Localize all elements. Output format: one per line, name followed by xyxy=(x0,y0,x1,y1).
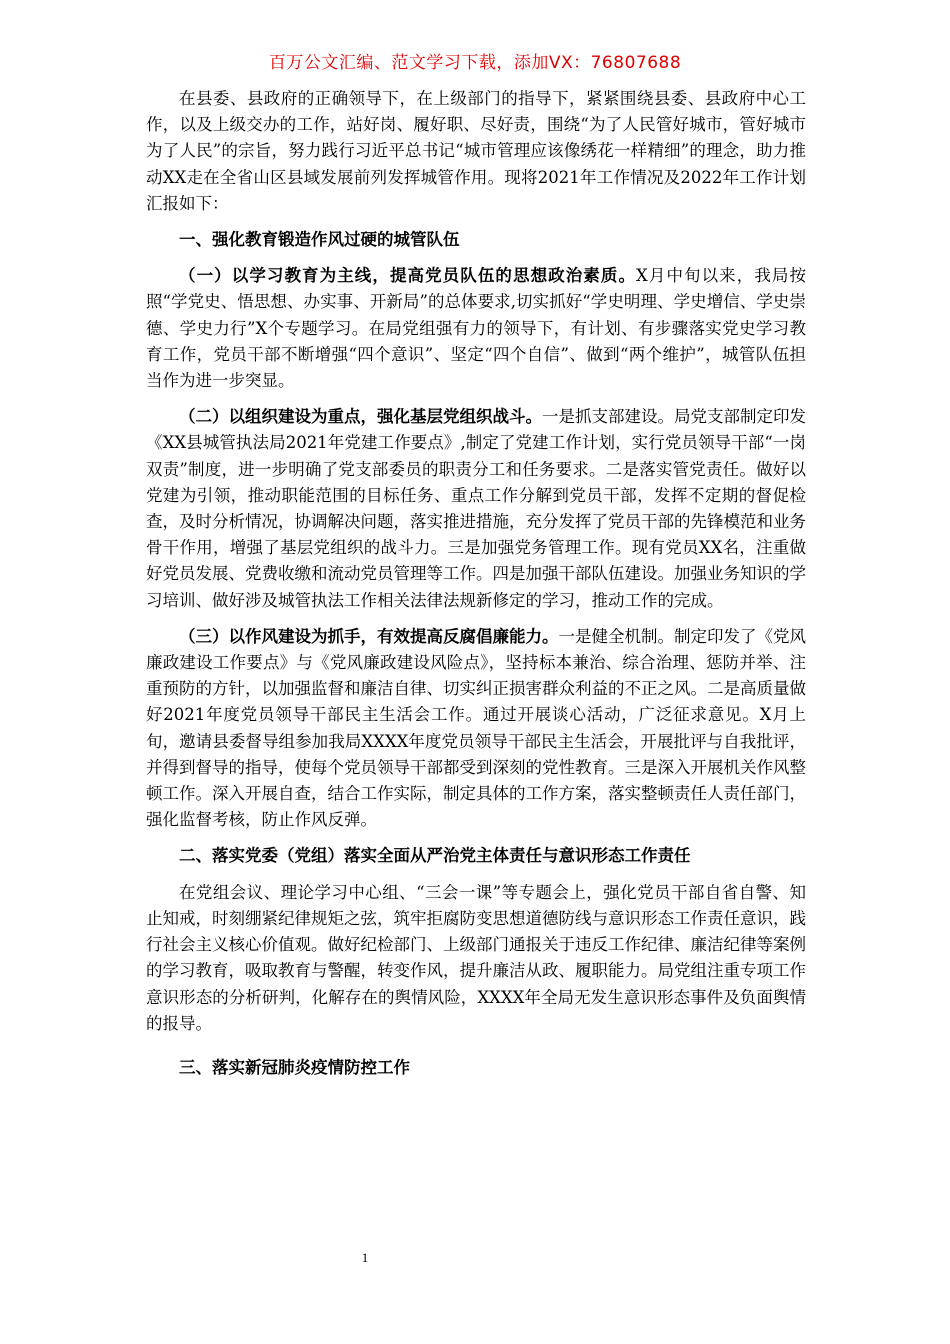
section-3-heading: 三、落实新冠肺炎疫情防控工作 xyxy=(179,1057,410,1077)
document-body xyxy=(146,86,806,1081)
section-1-paragraph-2 xyxy=(146,404,806,614)
intro-paragraph: 在县委、县政府的正确领导下，在上级部门的指导下，紧紧围绕县委、县政府中心工作，以及上级交办的工作，站好岗、履好职、尽好责，围绕“为了人民管好城市，管好城市为了人民”的宗旨，努力践行习近平总书记“城市管理应该像绣花一样精细”的理念，助力推动XX走在全省山区县域发展前列发挥城管作用。现将2021年工作情况及2022年工作计划汇报如下： xyxy=(146,89,806,213)
section-2-paragraph: 在党组会议、理论学习中心组、“三会一课”等专题会上，强化党员干部自省自警、知止知戒，时刻绷紧纪律规矩之弦，筑牢拒腐防变思想道德防线与意识形态工作责任意识，践行社会主义核心价值观。做好纪检部门、上级部门通报关于违反工作纪律、廉洁纪律等案例的学习教育，吸取教育与警醒，转变作风，提升廉洁从政、履职能力。局党组注重专项工作意识形态的分析研判，化解存在的舆情风险，XXXX年全局无发生意识形态事件及负面舆情的报导。 xyxy=(146,882,806,1033)
watermark-banner: 百万公文汇编、范文学习下载，添加VX：76807688 xyxy=(268,53,682,73)
paragraph-text: 一是健全机制。制定印发了《党风廉政建设工作要点》与《党风廉政建设风险点》，坚持标本兼治、综合治理、惩防并举、注重预防的方针，以加强监督和廉洁自律、切实纠正损害群众利益的不正之风。二是高质量做好2021年度党员领导干部民主生活会工作。通过开展谈心活动，广泛征求意见。X月上旬，邀请县委督导组参加我局XXXX年度党员领导干部民主生活会，开展批评与自我批评，并得到督导的指导，使每个党员领导干部都受到深刻的党性教育。三是深入开展机关作风整顿工作。深入开展自查，结合工作实际，制定具体的工作方案，落实整顿责任人责任部门，强化监督考核，防止作风反弹。 xyxy=(146,626,806,830)
page-number: 1 xyxy=(361,1250,369,1265)
paragraph-lead: （三）以作风建设为抓手，有效提高反腐倡廉能力。 xyxy=(179,626,559,646)
section-2-heading: 二、落实党委（党组）落实全面从严治党主体责任与意识形态工作责任 xyxy=(179,846,691,866)
section-1-paragraph-3 xyxy=(146,624,806,834)
paragraph-text: X月中旬以来，我局按照“学党史、悟思想、办实事、开新局”的总体要求,切实抓好“学史明理、学史增信、学史崇德、学史力行”X个专题学习。在局党组强有力的领导下，有计划、有步骤落实党史学习教育工作，党员干部不断增强“四个意识”、坚定“四个自信”、做到“两个维护”，城管队伍担当作为进一步突显。 xyxy=(146,266,807,391)
paragraph-lead: （一）以学习教育为主线，提高党员队伍的思想政治素质。 xyxy=(179,266,637,286)
paragraph-lead: （二）以组织建设为重点，强化基层党组织战斗。 xyxy=(179,407,542,427)
paragraph-text: 一是抓支部建设。局党支部制定印发《XX县城管执法局2021年党建工作要点》,制定了党建工作计划，实行党员领导干部“一岗双责”制度，进一步明确了党支部委员的职责分工和任务要求。二是落实管党责任。做好以党建为引领，推动职能范围的目标任务、重点工作分解到党员干部，发挥不定期的督促检查，及时分析情况，协调解决问题，落实推进措施，充分发挥了党员干部的先锋模范和业务骨干作用，增强了基层党组织的战斗力。三是加强党务管理工作。现有党员XX名，注重做好党员发展、党费收缴和流动党员管理等工作。四是加强干部队伍建设。加强业务知识的学习培训、做好涉及城管执法工作相关法律法规新修定的学习，推动工作的完成。 xyxy=(146,407,806,610)
section-1-paragraph-1 xyxy=(146,263,806,394)
section-1-heading: 一、强化教育锻造作风过硬的城管队伍 xyxy=(179,230,460,250)
